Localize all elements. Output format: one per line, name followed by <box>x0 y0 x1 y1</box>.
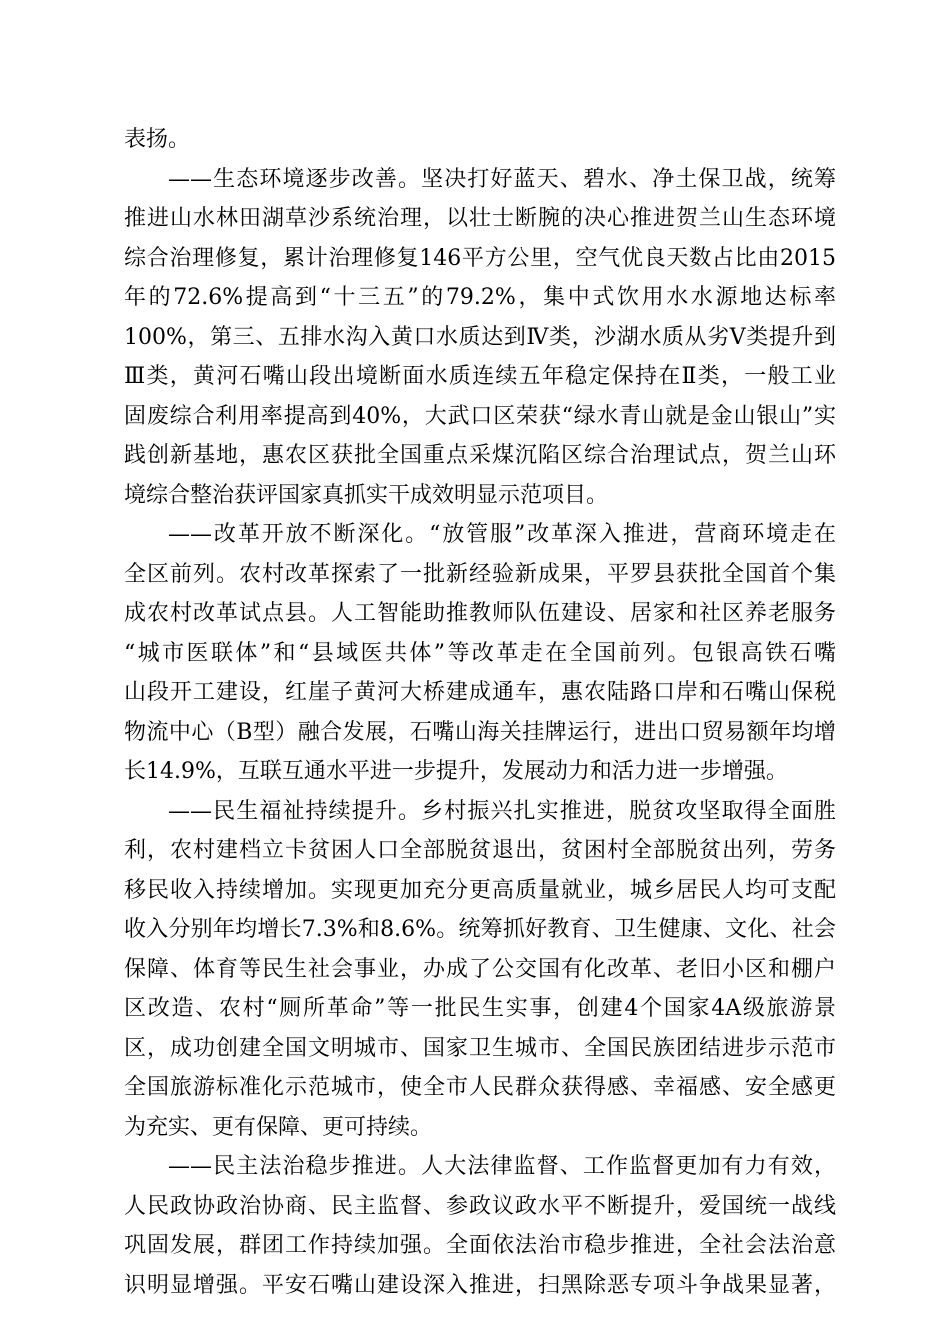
text-line: 表扬。 <box>124 127 191 152</box>
text-line: 全区前列。农村改革探索了一批新经验新成果，平罗县获批全国首个集 <box>124 561 836 587</box>
text-line: Ⅲ类，黄河石嘴山段出境断面水质连续五年稳定保持在Ⅱ类，一般工业 <box>124 364 836 389</box>
text-line: 综合治理修复，累计治理修复146平方公里，空气优良天数占比由2015 <box>124 245 836 271</box>
text-line: “城市医联体”和“县域医共体”等改革走在全国前列。包银高铁石嘴 <box>124 640 836 666</box>
text-line: 长14.9%，互联互通水平进一步提升，发展动力和活力进一步增强。 <box>124 759 788 784</box>
text-line: 物流中心（B型）融合发展，石嘴山海关挂牌运行，进出口贸易额年均增 <box>124 719 836 745</box>
text-line: 山段开工建设，红崖子黄河大桥建成通车，惠农陆路口岸和石嘴山保税 <box>124 680 836 705</box>
text-line: 全国旅游标准化示范城市，使全市人民群众获得感、幸福感、安全感更 <box>124 1075 836 1100</box>
text-line: 识明显增强。平安石嘴山建设深入推进，扫黑除恶专项斗争战果显著， <box>124 1272 836 1298</box>
text-line: 利，农村建档立卡贫困人口全部脱贫退出，贫困村全部脱贫出列，劳务 <box>124 838 836 863</box>
text-line: 收入分别年均增长7.3%和8.6%。统筹抓好教育、卫生健康、文化、社会 <box>124 917 836 942</box>
text-line: 为充实、更有保障、更可持续。 <box>124 1114 433 1140</box>
text-line: 区改造、农村“厕所革命”等一批民生实事，创建4个国家4A级旅游景 <box>124 996 836 1021</box>
text-line: 保障、体育等民生社会事业，办成了公交国有化改革、老旧小区和棚户 <box>124 956 836 982</box>
text-line: 移民收入持续增加。实现更加充分更高质量就业，城乡居民人均可支配 <box>124 877 836 903</box>
paragraph-heading-line: ——生态环境逐步改善。坚决打好蓝天、碧水、净土保卫战，统筹 <box>168 166 836 192</box>
paragraph-heading-line: ——民主法治稳步推进。人大法律监督、工作监督更加有力有效， <box>168 1154 836 1179</box>
text-line: 境综合整治获评国家真抓实干成效明显示范项目。 <box>124 482 609 508</box>
text-line: 成农村改革试点县。人工智能助推教师队伍建设、居家和社区养老服务 <box>124 601 836 626</box>
paragraph-heading-line: ——民生福祉持续提升。乡村振兴扎实推进，脱贫攻坚取得全面胜 <box>168 798 836 824</box>
text-line: 固废综合利用率提高到40%，大武口区荣获“绿水青山就是金山银山”实 <box>124 403 836 429</box>
text-line: 年的72.6%提高到“十三五”的79.2%，集中式饮用水水源地达标率 <box>124 285 836 310</box>
text-line: 区，成功创建全国文明城市、国家卫生城市、全国民族团结进步示范市 <box>124 1035 836 1061</box>
text-line: 推进山水林田湖草沙系统治理，以壮士断腕的决心推进贺兰山生态环境 <box>124 206 836 231</box>
paragraph-heading-line: ——改革开放不断深化。“放管服”改革深入推进，营商环境走在 <box>168 522 836 547</box>
text-line: 人民政协政治协商、民主监督、参政议政水平不断提升，爱国统一战线 <box>124 1193 836 1219</box>
text-line: 践创新基地，惠农区获批全国重点采煤沉陷区综合治理试点，贺兰山环 <box>124 443 836 468</box>
text-line: 100%，第三、五排水沟入黄口水质达到Ⅳ类，沙湖水质从劣Ⅴ类提升到 <box>124 324 836 350</box>
text-line: 巩固发展，群团工作持续加强。全面依法治市稳步推进，全社会法治意 <box>124 1233 836 1258</box>
body-text <box>124 120 836 1305</box>
